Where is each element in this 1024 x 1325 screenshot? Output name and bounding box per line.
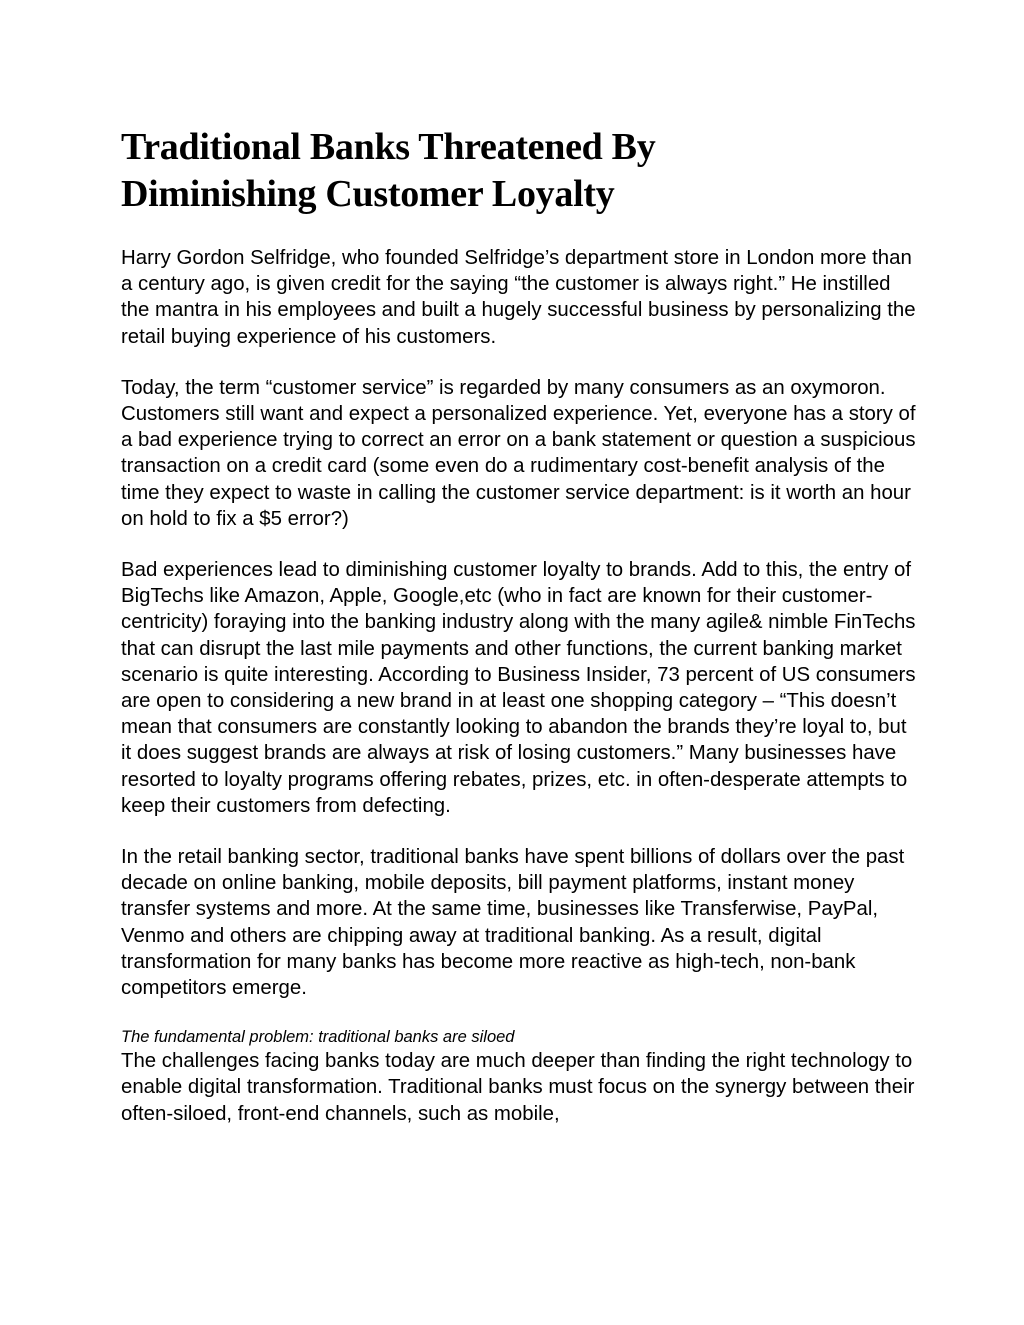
section-subheading: The fundamental problem: traditional banks are siloed	[121, 1028, 515, 1047]
paragraph-retail-banking: In the retail banking sector, traditional banks have spent billions of dollars over the past decade on online banking, mobile deposits, bill payment platforms, instant money transfer systems and more. At the same time, businesses like Transferwise, PayPal, Venmo and others are chipping away at traditional banking. As a result, digital transformation for many banks has become more reactive as high-tech, non-bank competitors emerge.	[121, 846, 905, 1000]
paragraph-diminishing-loyalty: Bad experiences lead to diminishing customer loyalty to brands. Add to this, the entry of BigTechs like Amazon, Apple, Google,etc (who in fact are known for their customer-centricity) foraying into the banking industry along with the many agile& nimble FinTechs that can disrupt the last mile payments and other functions, the current banking market scenario is quite interesting. According to Business Insider, 73 percent of US consumers are open to considering a new brand in at least one shopping category – “This doesn’t mean that consumers are constantly looking to abandon the brands they’re loyal to, but it does suggest brands are always at risk of losing customers.” Many businesses have resorted to loyalty programs offering rebates, prizes, etc. in often-desperate attempts to keep their customers from defecting.	[121, 559, 916, 817]
article-title-line-1: Traditional Banks Threatened By	[121, 126, 656, 168]
document-page	[121, 124, 921, 1152]
article-title-line-2: Diminishing Customer Loyalty	[121, 173, 615, 215]
paragraph-challenges: The challenges facing banks today are much deeper than finding the right technology to enable digital transformation. Traditional banks must focus on the synergy between their often-siloed, front-end channels, such as mobile,	[121, 1050, 915, 1125]
paragraph-customer-service: Today, the term “customer service” is regarded by many consumers as an oxymoron. Customers still want and expect a personalized experience. Yet, everyone has a story of a bad experience trying to correct an error on a bank statement or question a suspicious transaction on a credit card (some even do a rudimentary cost-benefit analysis of the time they expect to waste in calling the customer service department: is it worth an hour on hold to fix a $5 error?)	[121, 376, 916, 530]
article-title	[121, 124, 921, 218]
paragraph-selfridge: Harry Gordon Selfridge, who founded Selfridge’s department store in London more than a century ago, is given credit for the saying “the customer is always right.” He instilled the mantra in his employees and built a hugely successful business by personalizing the retail buying experience of his customers.	[121, 247, 916, 348]
